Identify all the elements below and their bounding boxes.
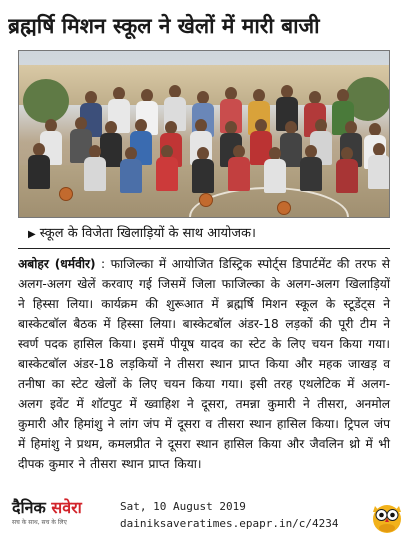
publication-date: Sat, 10 August 2019 (120, 500, 246, 513)
caption-text: स्कूल के विजेता खिलाड़ियों के साथ आयोजक। (39, 226, 256, 241)
caption-arrow-icon: ▶ (28, 229, 36, 240)
article-text: : फाजिल्का में आयोजित डिस्ट्रिक स्पोर्ट्स डिपार्टमेंट की तरफ से अलग-अलग खेलें करवाए गई जिसमें जिला फाजिल्का के अलग-अलग खिलाड़ियों ने हिस्सा लिया। कार्यक्रम की शुरूआत में ब्रह्मर्षि मिशन स्कूल के स्टूडेंट्स ने बास्केटबॉल बैठक में हिस्सा लिया। बास्केटबॉल अंडर-18 लड़कों की पूरी टीम ने स्वर्ण पदक हासिल किया। इसमें पीयूष यादव का स्टेट के लिए चयन किया गया। बास्केटबॉल अंडर-18 लड़कियों ने तीसरा स्थान प्राप्त किया और महक जाखड़ व तनीषा का स्टेट खेलों के लिए चयन किया गया। इसी तरह एथलेटिक में अलग-अलग इवेंट में शॉटपुट में ख्वाहिश ने दूसरा, तमन्ना कुमारी ने तीसरा, अनमोल कुमारी और हिमांशु ने लांग जंप में दूसरा व तीसरा स्थान हासिल किया। ट्रिपल जंप में हिमांशु ने प्रथम, कमलप्रीत ने दूसरा स्थान हासिल किया और जैवलिन थ्रो में भी दीपक कुमार ने तीसरा स्थान प्राप्त किया। (18, 257, 391, 471)
epaper-url[interactable]: dainiksaveratimes.epapr.in/c/4234 (120, 517, 339, 530)
headline: ब्रह्मर्षि मिशन स्कूल ने खेलों में मारी बाजी (8, 14, 320, 38)
brand-part2: सवेरा (51, 498, 82, 517)
newspaper-logo (12, 498, 112, 534)
owl-icon (370, 498, 404, 534)
brand-tagline: सच के साथ, सच के लिए (12, 519, 67, 526)
article-body (18, 254, 390, 494)
brand-part1: दैनिक (12, 498, 46, 517)
footer (0, 496, 408, 536)
photo-caption (18, 219, 390, 249)
news-photo (18, 50, 390, 218)
article-byline: अबोहर (धर्मवीर) (18, 257, 96, 271)
